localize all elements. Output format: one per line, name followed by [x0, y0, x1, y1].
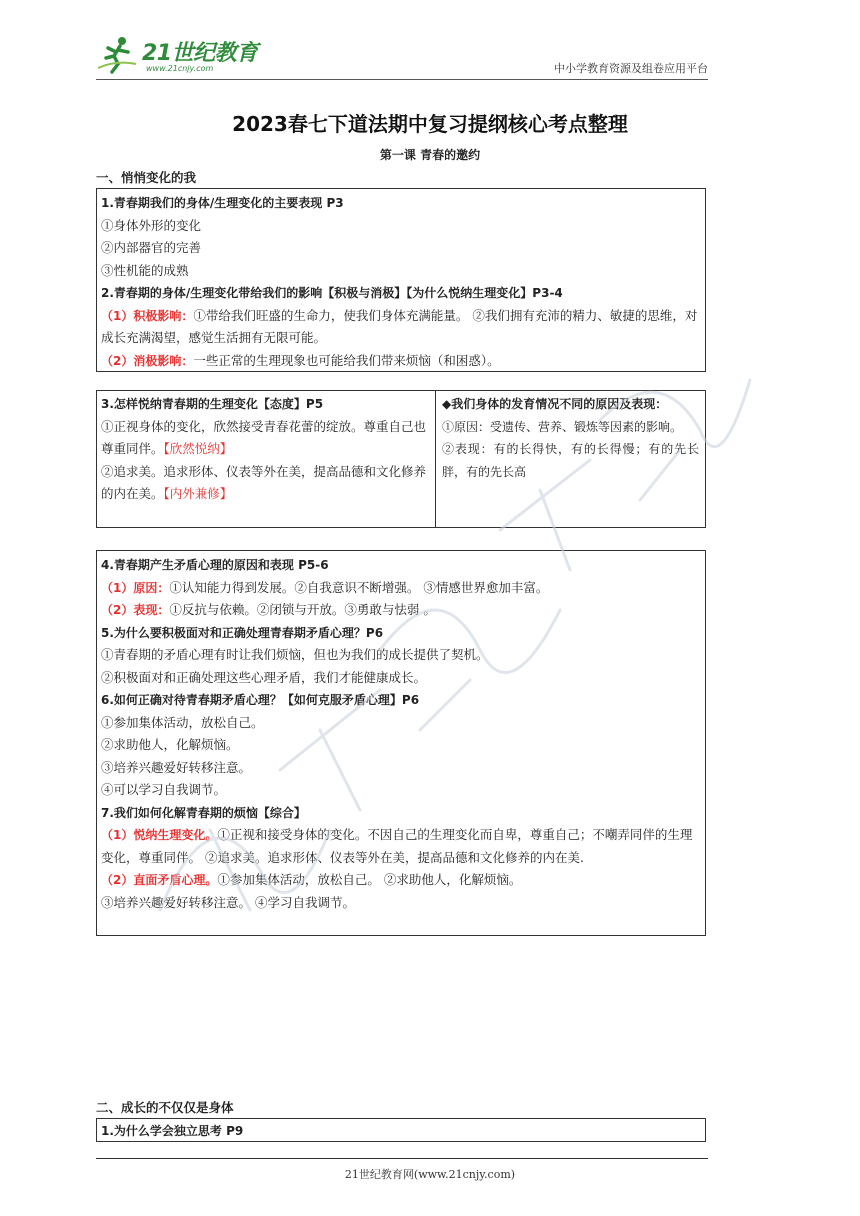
answer-line: ①参加集体活动，放松自己。 — [101, 714, 264, 730]
question-4: 4.青春期产生矛盾心理的原因和表现 P5-6 — [101, 558, 329, 572]
answer-line: ②求助他人，化解烦恼。 — [101, 737, 239, 752]
answer-line: ③培养兴趣爱好转移注意。 — [101, 759, 252, 775]
content-box-3 — [96, 550, 706, 936]
question-1: 1.青春期我们的身体/生理变化的主要表现 P3 — [101, 196, 344, 210]
site-logo[interactable] — [96, 34, 296, 78]
question-1: 1.为什么学会独立思考 P9 — [101, 1124, 244, 1138]
negative-label: （2）消极影响： — [101, 353, 194, 368]
answer-text: ①正视和接受身体的变化。不因自己的生理变化而自卑，尊重自己；不嘲弄同伴的生理变化，尊重同伴。 ②追求美。追求形体、仪表等外在美，提高品德和文化修养的内在美. — [101, 827, 693, 865]
positive-text: ①带给我们旺盛的生命力，使我们身体充满能量。 ②我们拥有充沛的精力、敏捷的思维，对成长充满渴望，感觉生活拥有无限可能。 — [101, 307, 698, 345]
page-header — [96, 34, 708, 80]
answer-line: ④可以学习自我调节。 — [101, 782, 227, 797]
red-label: （1）悦纳生理变化。 — [101, 828, 218, 842]
show-label: （2）表现： — [101, 603, 170, 617]
question-7: 7.我们如何化解青春期的烦恼【综合】 — [101, 805, 306, 820]
answer-text: ②追求美。追求形体、仪表等外在美，提高品德和文化修养的内在美。 — [101, 463, 427, 501]
answer-text: ①参加集体活动，放松自己。 ②求助他人，化解烦恼。 — [217, 872, 522, 887]
right-heading: ◆我们身体的发育情况不同的原因及表现： — [442, 397, 668, 411]
answer-line — [101, 461, 431, 506]
content-box-1 — [96, 188, 706, 372]
question-2: 2.青春期的身体/生理变化带给我们的影响【积极与消极】【为什么悦纳生理变化】P3-4 — [101, 286, 563, 300]
reason-line: ①原因：受遗传、营养、锻炼等因素的影响。 — [442, 419, 683, 434]
answer-text: ①正视身体的变化，欣然接受青春花蕾的绽放。尊重自己也尊重同伴。 — [101, 418, 427, 456]
content-box-2 — [96, 390, 706, 528]
answer-paragraph — [101, 824, 701, 869]
negative-impact — [101, 350, 701, 373]
performance-line: ②表现：有的长得快，有的长得慢；有的先长胖，有的先长高 — [442, 442, 699, 479]
answer-line: ③培养兴趣爱好转移注意。 ④学习自我调节。 — [101, 894, 355, 910]
question-6: 6.如何正确对待青春期矛盾心理？【如何克服矛盾心理】P6 — [101, 693, 420, 707]
tag-red: 【内外兼修】 — [163, 486, 233, 501]
positive-label: （1）积极影响： — [101, 308, 194, 323]
header-divider — [96, 79, 708, 80]
question-5: 5.为什么要积极面对和正确处理青春期矛盾心理？P6 — [101, 625, 384, 640]
negative-text: 一些正常的生理现象也可能给我们带来烦恼（和困惑）。 — [193, 352, 500, 368]
positive-impact — [101, 305, 701, 350]
section-heading-2: 二、成长的不仅仅是身体 — [96, 1100, 234, 1115]
right-column — [436, 391, 705, 527]
tag-red: 【欣然悦纳】 — [163, 441, 233, 456]
content-box-4 — [96, 1118, 706, 1142]
show-line — [101, 599, 701, 622]
lesson-title: 第一课 青春的邀约 — [379, 148, 481, 162]
runner-logo-icon — [96, 34, 140, 74]
question-3: 3.怎样悦纳青春期的生理变化【态度】P5 — [101, 397, 324, 411]
footer-divider — [96, 1158, 708, 1159]
answer-line: ②内部器官的完善 — [101, 240, 202, 255]
left-column — [97, 391, 436, 527]
show-text: ①反抗与依赖。②闭锁与开放。③勇敢与怯弱 。 — [169, 602, 436, 617]
footer-text[interactable]: 21世纪教育网(www.21cnjy.com) — [344, 1168, 516, 1181]
answer-paragraph — [101, 869, 701, 892]
logo-url: www.21cnjy.com — [146, 64, 214, 73]
answer-line: ①身体外形的变化 — [101, 217, 202, 233]
answer-line: ②积极面对和正确处理这些心理矛盾，我们才能健康成长。 — [101, 669, 427, 685]
cause-line — [101, 577, 701, 600]
cause-label: （1）原因： — [101, 580, 170, 595]
answer-line: ③性机能的成熟 — [101, 262, 189, 278]
platform-name: 中小学教育资源及组卷应用平台 — [554, 62, 708, 75]
answer-line — [101, 416, 431, 461]
answer-line: ①青春期的矛盾心理有时让我们烦恼，但也为我们的成长提供了契机。 — [101, 647, 489, 662]
red-label: （2）直面矛盾心理。 — [101, 873, 218, 887]
document-title: 2023春七下道法期中复习提纲核心考点整理 — [232, 112, 628, 136]
section-heading-1: 一、悄悄变化的我 — [96, 170, 197, 185]
logo-text: 21世纪教育 — [142, 41, 258, 66]
cause-text: ①认知能力得到发展。②自我意识不断增强。 ③情感世界愈加丰富。 — [169, 579, 549, 595]
